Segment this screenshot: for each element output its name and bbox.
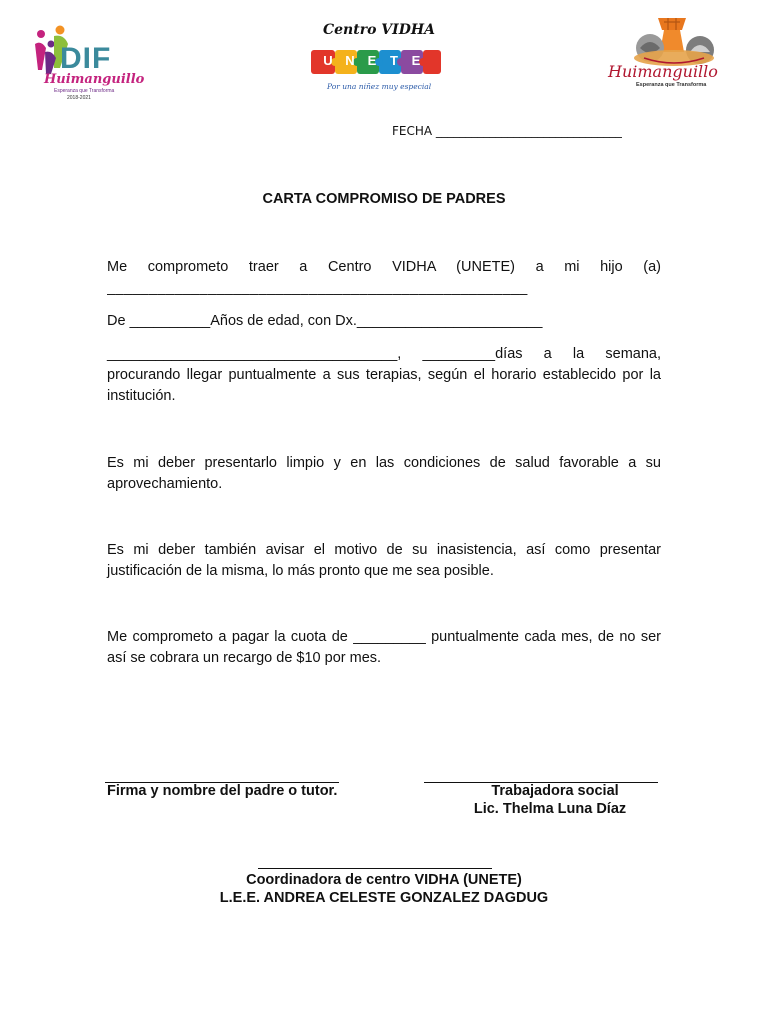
- dif-brand: DIF: [60, 42, 112, 75]
- social-worker-name: Lic. Thelma Luna Díaz: [473, 801, 627, 817]
- municipio-tagline: Esperanza que Transforma: [636, 82, 707, 88]
- municipio-script: Huimanguillo: [608, 62, 718, 81]
- coordinator-signature-line: [258, 868, 492, 869]
- vidha-logo: [305, 22, 445, 97]
- age-diagnosis-line: De __________Años de edad, con Dx._______________________: [107, 313, 543, 329]
- vidha-tile-letter: E: [367, 53, 377, 68]
- child-name-blank: __________________________________________________: [107, 280, 528, 296]
- absence-paragraph: Es mi deber también avisar el motivo de su inasistencia, así como presentar justificación de la misma, lo más pronto que me sea posible.: [107, 542, 661, 579]
- coordinator-name: L.E.E. ANDREA CELESTE GONZALEZ DAGDUG: [219, 890, 549, 906]
- dif-logo: [32, 22, 145, 102]
- municipio-emblem-icon: [624, 12, 724, 68]
- social-worker-role: Trabajadora social: [491, 783, 619, 799]
- vidha-title: Centro VIDHA: [323, 22, 435, 38]
- parent-signature-label: Firma y nombre del padre o tutor.: [107, 783, 338, 799]
- vidha-slogan: Por una niñez muy especial: [327, 82, 432, 91]
- municipio-logo: [606, 12, 731, 92]
- hygiene-paragraph: Es mi deber presentarlo limpio y en las condiciones de salud favorable a su aprovechamiento.: [107, 455, 661, 492]
- dif-script: Huimanguillo: [44, 72, 145, 87]
- vidha-tile-letter: E: [411, 53, 421, 68]
- document-title: CARTA COMPROMISO DE PADRES: [262, 191, 506, 207]
- schedule-paragraph-rest: procurando llegar puntualmente a sus terapias, según el horario establecido por la institución.: [107, 367, 661, 404]
- fee-paragraph: Me comprometo a pagar la cuota de _________ puntualmente cada mes, de no ser así se cobrara un recargo de $10 por mes.: [107, 629, 661, 666]
- vidha-tile-letter: U: [323, 53, 333, 68]
- date-field: FECHA _______________________________: [392, 124, 622, 138]
- commitment-paragraph-line1: Me comprometo traer a Centro VIDHA (UNETE) a mi hijo (a): [107, 259, 661, 275]
- vidha-tiles: [317, 53, 427, 68]
- schedule-paragraph-line1: ____________________________________, _________días a la semana,: [107, 346, 661, 362]
- dif-tagline: Esperanza que Transforma: [54, 88, 115, 94]
- vidha-tile-letter: T: [390, 53, 398, 68]
- vidha-tile-letter: N: [345, 53, 355, 68]
- coordinator-role: Coordinadora de centro VIDHA (UNETE): [246, 872, 522, 888]
- dif-years: 2018-2021: [67, 95, 91, 101]
